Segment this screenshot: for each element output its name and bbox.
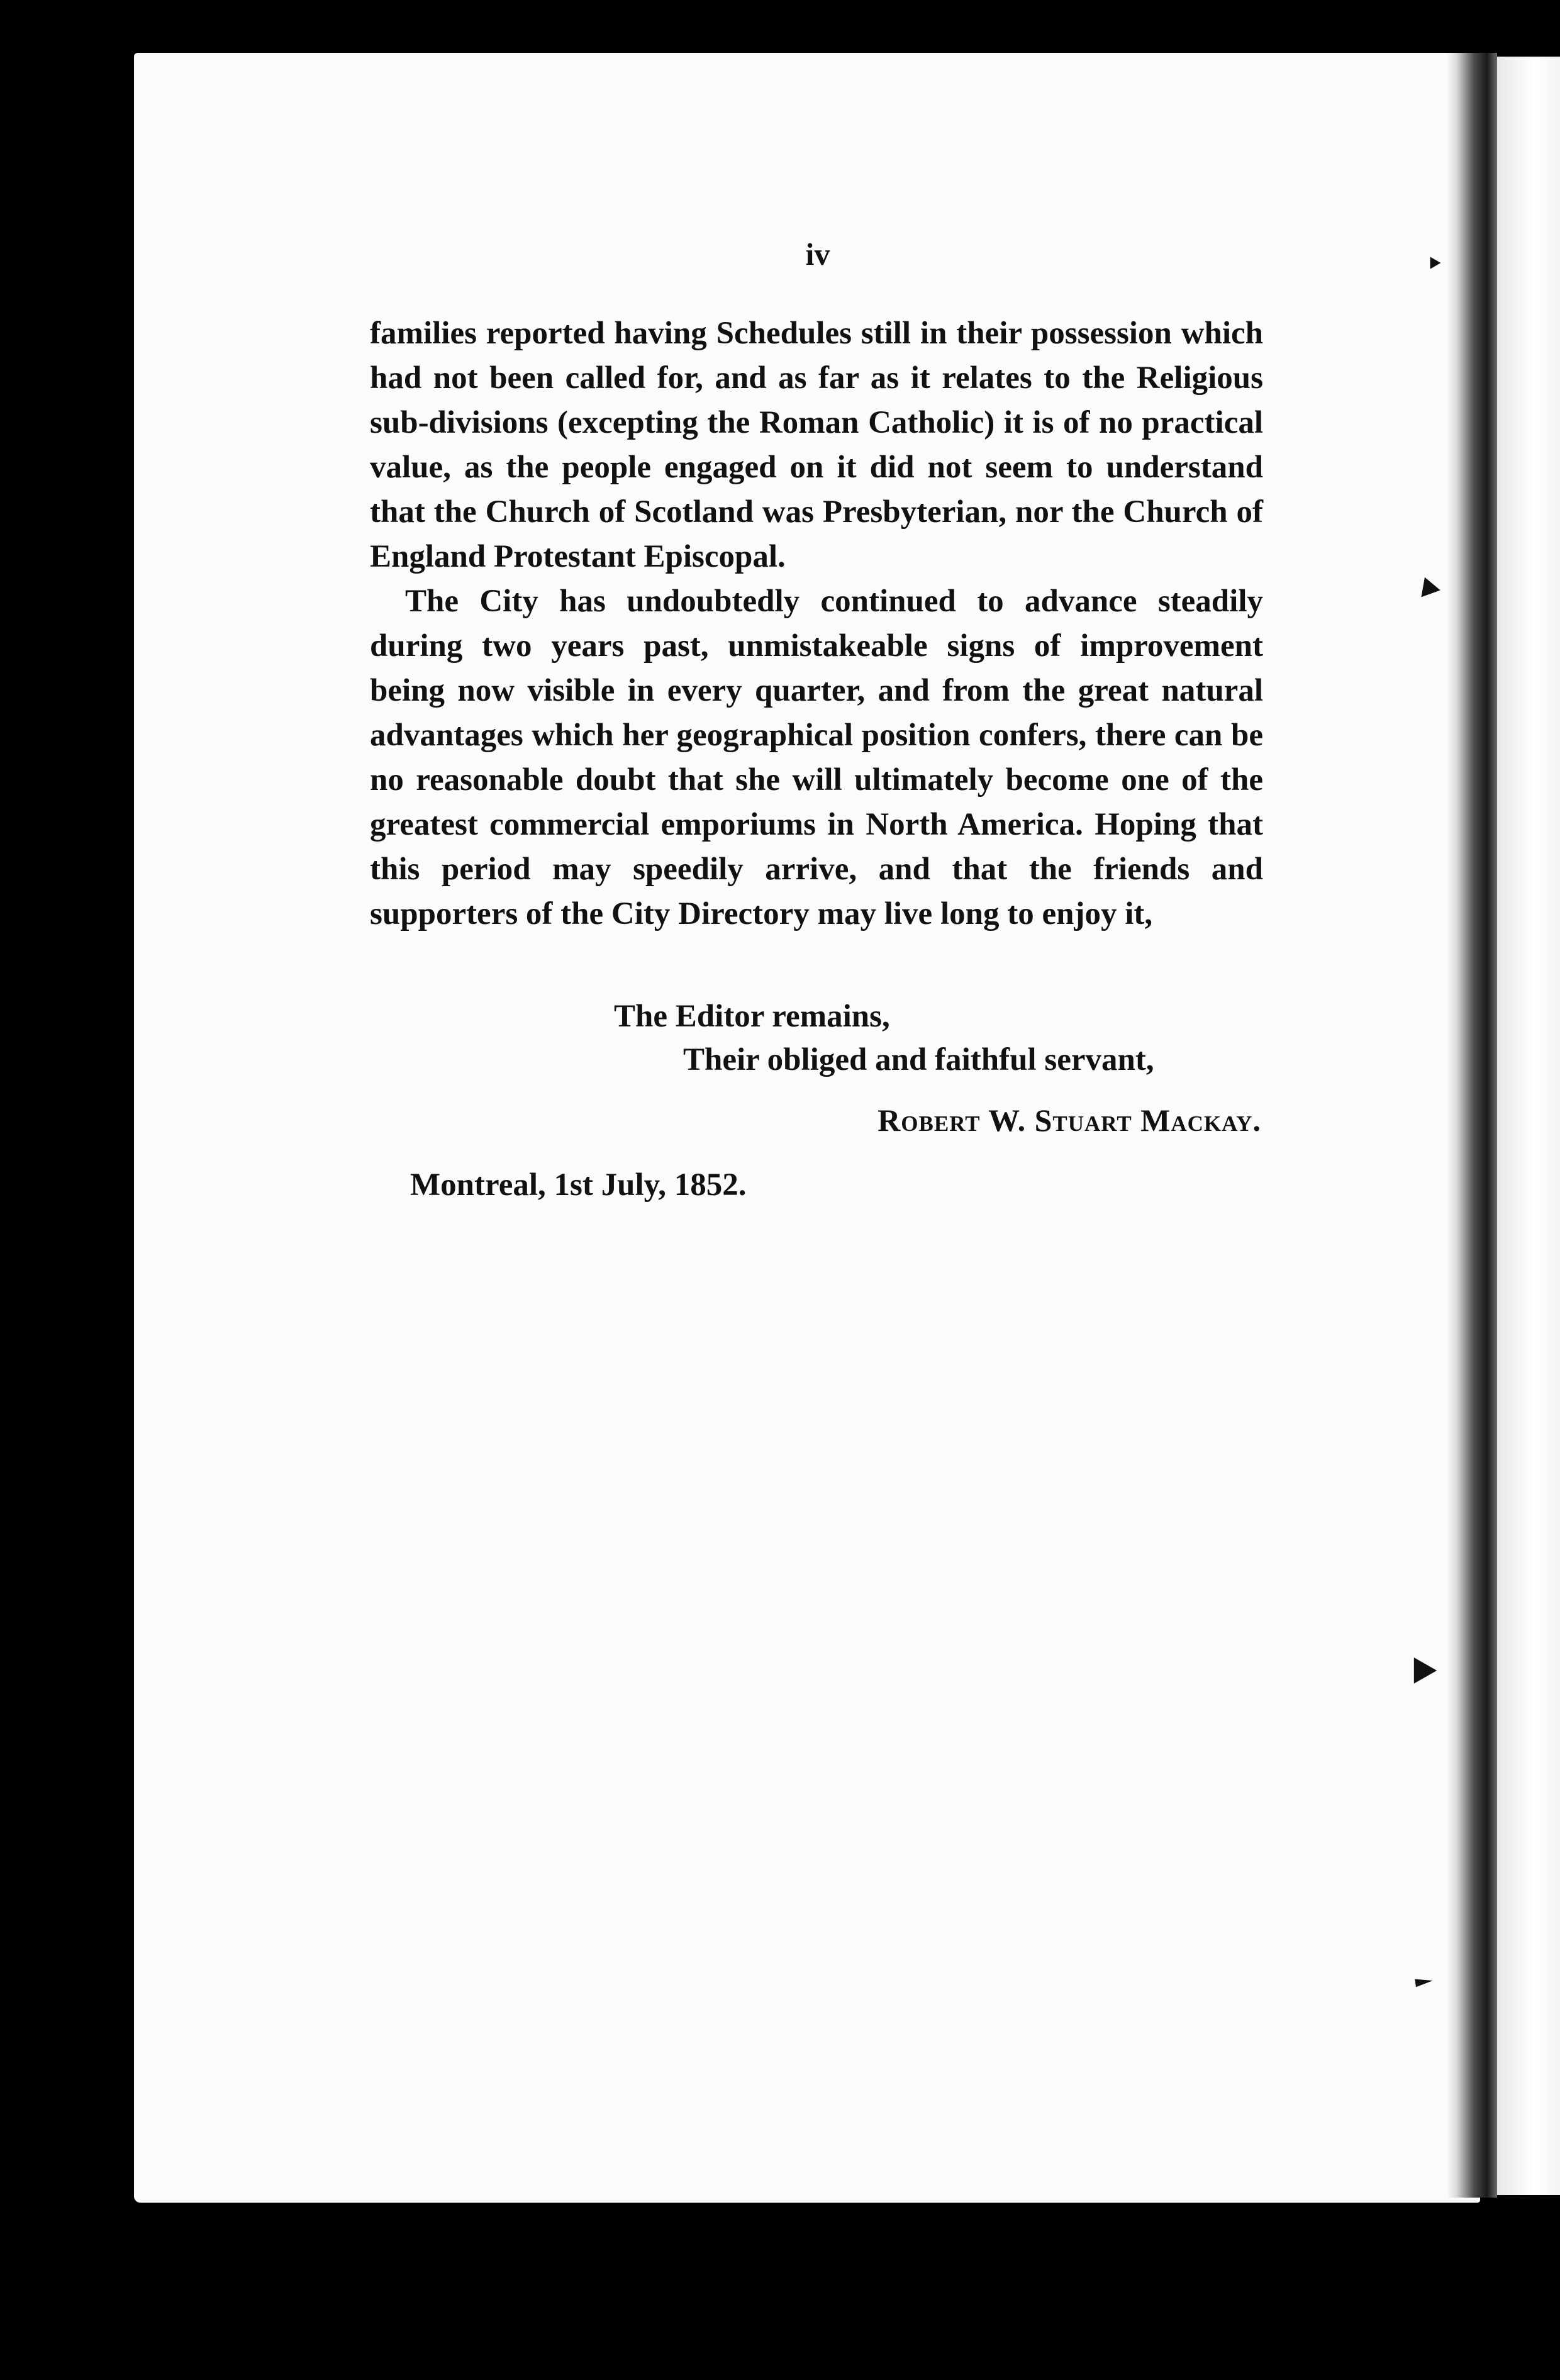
body-text: [370, 311, 1263, 937]
signature: Robert W. Stuart Mackay.: [878, 1103, 1261, 1138]
paragraph: families reported having Schedules still in their possession which had not been called for, and as far as it relates to the Religious sub-divisions (excepting the Roman Catholic) it is of no practical value, as the people engaged on it did not seem to understand that the Church of Scotland was Presbyterian, nor the Church of England Protestant Episcopal.: [370, 316, 1263, 574]
binding-mark: [1414, 1657, 1437, 1684]
page-number: iv: [805, 236, 830, 272]
binding-mark: [1421, 577, 1442, 600]
closing-line: The Editor remains,: [614, 999, 890, 1034]
paragraph: The City has undoubtedly continued to advance steadily during two years past, unmistakeable signs of improvement being now visible in every quarter, and from the great natural advantages which her geographical position confers, there can be no reasonable doubt that she will ultimately become one of the greatest commercial emporiums in North America. Hoping that this period may speedily arrive, and that the friends and supporters of the City Directory may live long to enjoy it,: [370, 584, 1263, 931]
binding-mark: [1430, 257, 1441, 269]
place-date: Montreal, 1st July, 1852.: [410, 1167, 747, 1203]
facing-page-edge: [1497, 57, 1560, 2195]
binding-shadow: [1447, 53, 1497, 2198]
closing-line: Their obliged and faithful servant,: [683, 1042, 1154, 1077]
